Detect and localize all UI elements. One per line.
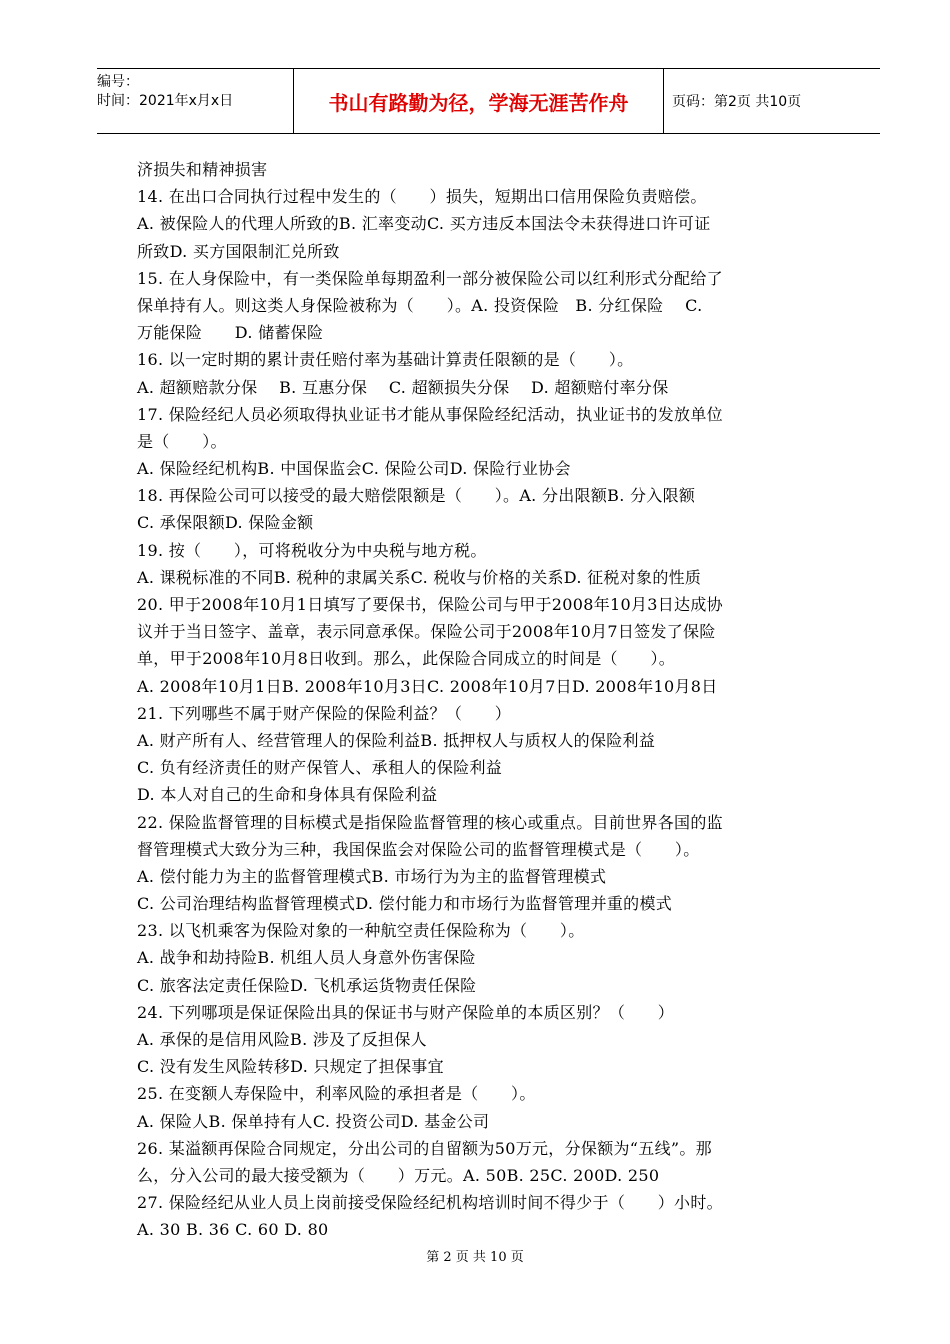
text-line: A. 偿付能力为主的监督管理模式B. 市场行为为主的监督管理模式 — [137, 866, 607, 886]
page-label: 页码：第2页 共10页 — [672, 94, 802, 110]
text-line: A. 30 B. 36 C. 60 D. 80 — [137, 1220, 329, 1240]
page-header — [97, 68, 880, 134]
text-line: 所致D. 买方国限制汇兑所致 — [137, 241, 340, 261]
text-line: C. 公司治理结构监督管理模式D. 偿付能力和市场行为监督管理并重的模式 — [137, 894, 673, 914]
page-footer — [0, 1246, 950, 1265]
question-26: 26. 某溢额再保险合同规定，分出公司的自留额为50万元，分保额为“五线”。那 — [137, 1138, 712, 1158]
text-line: A. 2008年10月1日B. 2008年10月3日C. 2008年10月7日D. 2008年10月8日 — [137, 676, 718, 696]
text-line: C. 没有发生风险转移D. 只规定了担保事宜 — [137, 1057, 444, 1077]
text-line: 万能保险 D. 储蓄保险 — [137, 323, 324, 343]
text-line: 督管理模式大致分为三种，我国保监会对保险公司的监督管理模式是（ ）。 — [137, 839, 700, 859]
text-line: D. 本人对自己的生命和身体具有保险利益 — [137, 785, 438, 805]
question-19: 19. 按（ ），可将税收分为中央税与地方税。 — [137, 540, 487, 560]
question-20: 20. 甲于2008年10月1日填写了要保书，保险公司与甲于2008年10月3日达成协 — [137, 595, 723, 614]
motto: 书山有路勤为径，学海无涯苦作舟 — [293, 69, 664, 133]
text-line: A. 财产所有人、经营管理人的保险利益B. 抵押权人与质权人的保险利益 — [137, 730, 656, 750]
question-14: 14. 在出口合同执行过程中发生的（ ）损失，短期出口信用保险负责赔偿。 — [137, 187, 707, 207]
text-line: A. 承保的是信用风险B. 涉及了反担保人 — [137, 1030, 427, 1049]
question-27: 27. 保险经纪从业人员上岗前接受保险经纪机构培训时间不得少于（ ）小时。 — [137, 1193, 723, 1213]
text-line: C. 旅客法定责任保险D. 飞机承运货物责任保险 — [137, 975, 477, 995]
text-line: A. 保险人B. 保单持有人C. 投资公司D. 基金公司 — [137, 1111, 490, 1131]
question-16: 16. 以一定时期的累计责任赔付率为基础计算责任限额的是（ ）。 — [137, 350, 634, 370]
text-line: 单，甲于2008年10月8日收到。那么，此保险合同成立的时间是（ ）。 — [137, 649, 676, 669]
question-25: 25. 在变额人寿保险中，利率风险的承担者是（ ）。 — [137, 1084, 536, 1104]
question-15: 15. 在人身保险中，有一类保险单每期盈利一部分被保险公司以红利形式分配给了 — [137, 268, 723, 288]
question-23: 23. 以飞机乘客为保险对象的一种航空责任保险称为（ ）。 — [137, 921, 585, 941]
question-24: 24. 下列哪项是保证保险出具的保证书与财产保险单的本质区别？（ ） — [137, 1002, 675, 1022]
text-line: C. 承保限额D. 保险金额 — [137, 513, 314, 533]
text-line: 济损失和精神损害 — [137, 160, 268, 179]
text-line: C. 负有经济责任的财产保管人、承租人的保险利益 — [137, 758, 503, 778]
document-body — [137, 156, 857, 1244]
text-line: 是（ ）。 — [137, 431, 227, 451]
question-17: 17. 保险经纪人员必须取得执业证书才能从事保险经纪活动，执业证书的发放单位 — [137, 404, 723, 424]
question-21: 21. 下列哪些不属于财产保险的保险利益？（ ） — [137, 703, 512, 723]
number-label: 编号： — [97, 74, 139, 90]
text-line: A. 超额赔款分保 B. 互惠分保 C. 超额损失分保 D. 超额赔付率分保 — [137, 377, 669, 397]
page-number: 第 2 页 共 10 页 — [426, 1250, 524, 1265]
text-line: A. 课税标准的不同B. 税种的隶属关系C. 税收与价格的关系D. 征税对象的性质 — [137, 567, 702, 587]
text-line: 保单持有人。则这类人身保险被称为（ ）。A. 投资保险 B. 分红保险 C. — [137, 295, 703, 315]
time-label: 时间：2021年x月x日 — [97, 93, 234, 109]
text-line: 议并于当日签字、盖章，表示同意承保。保险公司于2008年10月7日签发了保险 — [137, 622, 716, 642]
text-line: A. 战争和劫持险B. 机组人员人身意外伤害保险 — [137, 948, 476, 968]
question-18: 18. 再保险公司可以接受的最大赔偿限额是（ ）。A. 分出限额B. 分入限额 — [137, 486, 696, 506]
text-line: A. 被保险人的代理人所致的B. 汇率变动C. 买方违反本国法令未获得进口许可证 — [137, 214, 711, 234]
text-line: A. 保险经纪机构B. 中国保监会C. 保险公司D. 保险行业协会 — [137, 459, 571, 479]
header-meta — [97, 69, 293, 133]
question-22: 22. 保险监督管理的目标模式是指保险监督管理的核心或重点。目前世界各国的监 — [137, 812, 723, 832]
text-line: 么，分入公司的最大接受额为（ ）万元。A. 50B. 25C. 200D. 250 — [137, 1165, 660, 1185]
